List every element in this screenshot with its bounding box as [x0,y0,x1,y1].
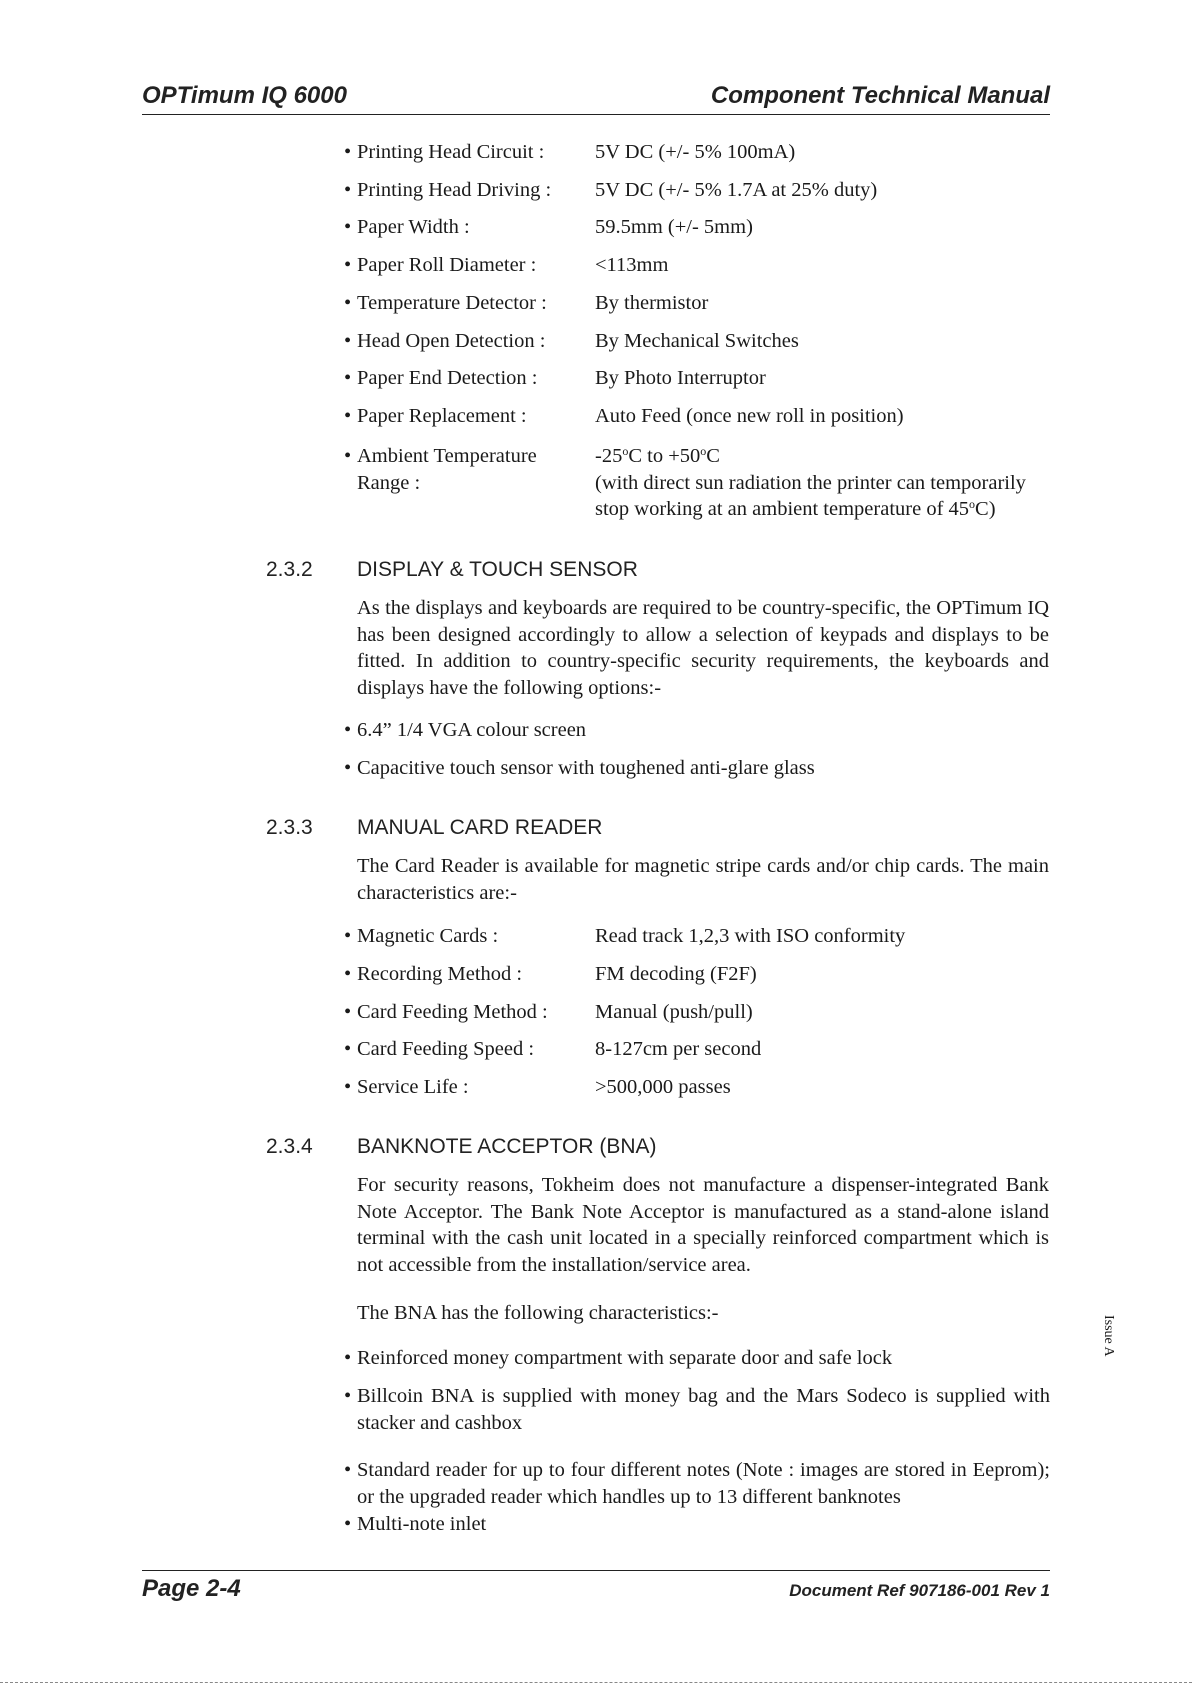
spec-value: >500,000 passes [595,1076,731,1098]
spec-label: Range : [357,472,421,494]
spec-value: -25$^o$C to $+50^oC$ [595,444,720,467]
section-title: DISPLAY & TOUCH SENSOR [357,558,638,581]
spec-label: Temperature Detector : [357,292,547,314]
spec-note: (with direct sun radiation the printer can temporarily [595,472,1026,494]
section-paragraph: The BNA has the following characteristics:- [357,1302,719,1324]
spec-value: <113mm [595,254,669,276]
bullet-icon: • [344,1076,352,1098]
scan-edge-divider [0,1682,1192,1683]
list-item-text: Multi-note inlet [357,1513,487,1535]
bullet-icon: • [344,719,352,741]
spec-value: Manual (push/pull) [595,1001,753,1023]
bullet-icon: • [344,1001,352,1023]
spec-value: Auto Feed (once new roll in position) [595,405,904,427]
list-item-text: Capacitive touch sensor with toughened anti-glare glass [357,757,815,779]
list-item-text: Billcoin BNA is supplied with money bag and the Mars Sodeco is supplied with stacker and cashbox [357,1385,1050,1434]
spec-label: Printing Head Driving : [357,179,552,201]
bullet-icon: • [344,1513,352,1535]
header-product-title: OPTimum IQ 6000 [142,82,347,109]
spec-value: FM decoding (F2F) [595,963,757,985]
document-reference: Document Ref 907186-001 Rev 1 [789,1581,1050,1600]
bullet-icon: • [344,292,352,314]
bullet-icon: • [344,1385,352,1407]
section-number: 2.3.2 [266,558,313,581]
list-item-text: Reinforced money compartment with separate door and safe lock [357,1347,893,1369]
page-footer [142,1570,1050,1611]
spec-label: Head Open Detection : [357,330,546,352]
spec-note: stop working at an ambient temperature of 45$^o$C) [595,497,996,520]
spec-label: Card Feeding Speed : [357,1038,535,1060]
spec-value: Read track 1,2,3 with ISO conformity [595,925,906,947]
spec-value: By thermistor [595,292,709,314]
issue-side-label: Issue A [1101,1315,1116,1357]
spec-label: Paper Replacement : [357,405,527,427]
section-number: 2.3.4 [266,1135,313,1158]
spec-label: Service Life : [357,1076,469,1098]
bullet-icon: • [344,141,352,163]
page-number: Page 2-4 [142,1575,241,1602]
spec-label: Recording Method : [357,963,523,985]
spec-value: By Mechanical Switches [595,330,799,352]
bullet-icon: • [344,445,352,467]
spec-value: 59.5mm (+/- 5mm) [595,216,753,238]
bullet-icon: • [344,925,352,947]
spec-label: Paper End Detection : [357,367,538,389]
bullet-icon: • [344,330,352,352]
spec-label: Card Feeding Method : [357,1001,548,1023]
spec-label: Paper Roll Diameter : [357,254,537,276]
section-paragraph: The Card Reader is available for magnetic stripe cards and/or chip cards. The main characteristics are:- [357,855,1049,904]
section-paragraph: As the displays and keyboards are required to be country-specific, the OPTimum IQ has been designed accordingly to allow a selection of keypads and displays to be fitted. In addition to country-specific security requirements, the keyboards and displays have the following options:- [357,597,1049,699]
spec-value: 8-127cm per second [595,1038,762,1060]
bullet-icon: • [344,216,352,238]
bullet-icon: • [344,405,352,427]
section-title: BANKNOTE ACCEPTOR (BNA) [357,1135,657,1158]
bullet-icon: • [344,179,352,201]
spec-value: 5V DC (+/- 5% 1.7A at 25% duty) [595,179,878,201]
section-title: MANUAL CARD READER [357,816,603,839]
spec-value: 5V DC (+/- 5% 100mA) [595,141,796,163]
spec-label: Ambient Temperature [357,445,537,467]
spec-label: Paper Width : [357,216,470,238]
bullet-icon: • [344,254,352,276]
header-manual-title: Component Technical Manual [710,82,1050,109]
section-number: 2.3.3 [266,816,313,839]
section-paragraph: For security reasons, Tokheim does not manufacture a dispenser-integrated Bank Note Acceptor. The Bank Note Acceptor is manufactured as a stand-alone island terminal with the cash unit located in a specially reinforced compartment which is not accessible from the installation/service area. [357,1174,1049,1276]
spec-label: Printing Head Circuit : [357,141,545,163]
bullet-icon: • [344,1347,352,1369]
spec-value: By Photo Interruptor [595,367,766,389]
page-header [142,80,1050,115]
list-item-text: Standard reader for up to four different notes (Note : images are stored in Eeprom); or the upgraded reader which handles up to 13 different banknotes [357,1459,1050,1508]
list-item-text: 6.4” 1/4 VGA colour screen [357,719,587,741]
bullet-icon: • [344,1038,352,1060]
bullet-icon: • [344,963,352,985]
bullet-icon: • [344,1459,352,1481]
bullet-icon: • [344,757,352,779]
bullet-icon: • [344,367,352,389]
spec-label: Magnetic Cards : [357,925,499,947]
